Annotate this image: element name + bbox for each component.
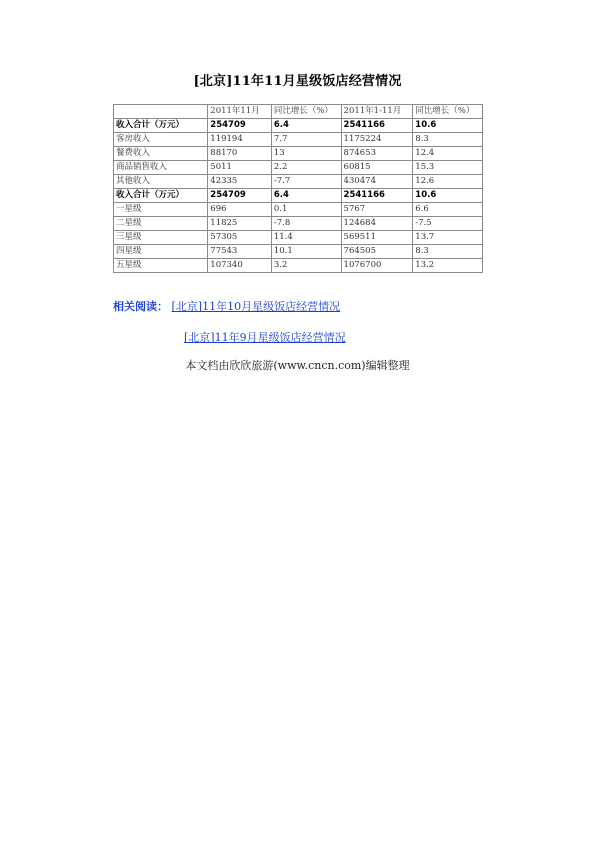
table-cell: 15.3 <box>413 161 483 175</box>
table-cell: 60815 <box>341 161 413 175</box>
table-cell: 1175224 <box>341 133 413 147</box>
table-row <box>114 231 483 245</box>
table-cell: 10.1 <box>271 245 341 259</box>
related-reading-second <box>184 329 346 345</box>
table-header-cell: 同比增长（%） <box>413 105 483 119</box>
table-cell: 8.3 <box>413 245 483 259</box>
table-cell: 77543 <box>208 245 272 259</box>
table-row-label: 二星级 <box>114 217 208 231</box>
table-cell: 696 <box>208 203 272 217</box>
table-cell: 254709 <box>208 189 272 203</box>
table-row <box>114 133 483 147</box>
table-cell: 13.2 <box>413 259 483 273</box>
table-cell: 2541166 <box>341 189 413 203</box>
table-header-cell <box>114 105 208 119</box>
table-cell: 6.4 <box>271 119 341 133</box>
table-row-label: 五星级 <box>114 259 208 273</box>
table-row-label: 四星级 <box>114 245 208 259</box>
table-cell: 569511 <box>341 231 413 245</box>
table-cell: 13.7 <box>413 231 483 245</box>
table-cell: 430474 <box>341 175 413 189</box>
footer-note: 本文档由欣欣旅游(www.cncn.com)编辑整理 <box>185 359 410 372</box>
table-cell: 3.2 <box>271 259 341 273</box>
related-reading-label: 相关阅读： <box>113 300 168 313</box>
related-link-october[interactable]: [北京]11年10月星级饭店经营情况 <box>171 300 341 313</box>
table-cell: 57305 <box>208 231 272 245</box>
table-row <box>114 161 483 175</box>
table-cell: 11825 <box>208 217 272 231</box>
page-title: [北京]11年11月星级饭店经营情况 <box>193 74 402 89</box>
table-row-label: 商品销售收入 <box>114 161 208 175</box>
table-cell: 13 <box>271 147 341 161</box>
table-row-label: 其他收入 <box>114 175 208 189</box>
hotel-stats-table <box>113 104 483 273</box>
table-row <box>114 245 483 259</box>
table-cell: 12.4 <box>413 147 483 161</box>
table-cell: 8.3 <box>413 133 483 147</box>
table-cell: 119194 <box>208 133 272 147</box>
table-row-label: 客房收入 <box>114 133 208 147</box>
related-link-september[interactable]: [北京]11年9月星级饭店经营情况 <box>184 331 346 344</box>
table-cell: 5011 <box>208 161 272 175</box>
table-header-row <box>114 105 483 119</box>
table-cell: 5767 <box>341 203 413 217</box>
table-cell: 2541166 <box>341 119 413 133</box>
table-cell: 0.1 <box>271 203 341 217</box>
table-row <box>114 189 483 203</box>
table-cell: 42335 <box>208 175 272 189</box>
table-cell: 1076700 <box>341 259 413 273</box>
table-row <box>114 259 483 273</box>
table-cell: 10.6 <box>413 119 483 133</box>
table-cell: 6.4 <box>271 189 341 203</box>
table-cell: -7.5 <box>413 217 483 231</box>
table-header-cell: 2011年11月 <box>208 105 272 119</box>
table-row <box>114 217 483 231</box>
table-cell: 2.2 <box>271 161 341 175</box>
table-cell: 107340 <box>208 259 272 273</box>
table-cell: 124684 <box>341 217 413 231</box>
table-row <box>114 203 483 217</box>
table-row <box>114 147 483 161</box>
table-cell: -7.8 <box>271 217 341 231</box>
table-cell: 12.6 <box>413 175 483 189</box>
table-row <box>114 119 483 133</box>
table-cell: 11.4 <box>271 231 341 245</box>
table-cell: 10.6 <box>413 189 483 203</box>
table-header-cell: 同比增长（%） <box>271 105 341 119</box>
table-row-label: 收入合计（万元） <box>114 119 208 133</box>
table-cell: 874653 <box>341 147 413 161</box>
table-cell: 6.6 <box>413 203 483 217</box>
table-row <box>114 175 483 189</box>
table-row-label: 餐费收入 <box>114 147 208 161</box>
table-header-cell: 2011年1-11月 <box>341 105 413 119</box>
table-row-label: 一星级 <box>114 203 208 217</box>
related-reading <box>113 298 340 314</box>
table-row-label: 收入合计（万元） <box>114 189 208 203</box>
table-cell: 764505 <box>341 245 413 259</box>
table-row-label: 三星级 <box>114 231 208 245</box>
table-cell: 88170 <box>208 147 272 161</box>
table-cell: -7.7 <box>271 175 341 189</box>
table-cell: 254709 <box>208 119 272 133</box>
table-cell: 7.7 <box>271 133 341 147</box>
